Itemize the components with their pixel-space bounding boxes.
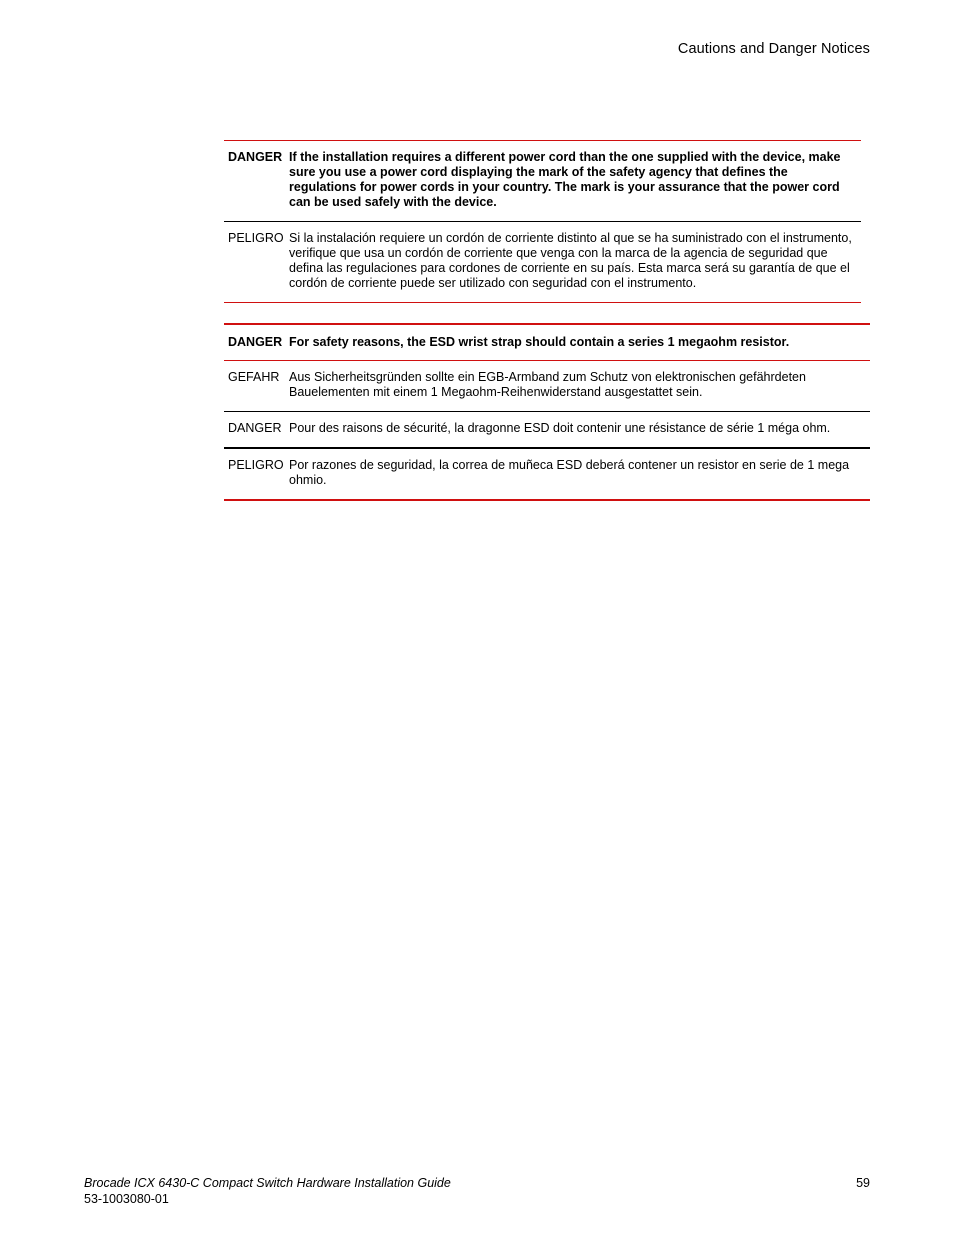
notice-text: For safety reasons, the ESD wrist strap should contain a series 1 megaohm resistor. [289, 335, 790, 349]
footer-page-number: 59 [856, 1176, 870, 1190]
notice-block-esd-strap [224, 323, 870, 501]
notice-label: PELIGRO [228, 231, 284, 245]
notice-text: Por razones de seguridad, la correa de muñeca ESD deberá contener un resistor en serie de 1 mega ohmio. [289, 458, 850, 487]
footer-guide-title: Brocade ICX 6430-C Compact Switch Hardware Installation Guide [84, 1176, 451, 1190]
notice-label: GEFAHR [228, 370, 280, 384]
notice-row-peligro-es [224, 221, 861, 303]
footer-doc-number: 53-1003080-01 [84, 1192, 169, 1206]
notice-label: PELIGRO [228, 458, 284, 472]
notice-text: Aus Sicherheitsgründen sollte ein EGB-Armband zum Schutz von elektronischen gefährdeten Bauelementen mit einem 1 Megaohm-Reihenwiderstand ausgestattet sein. [289, 370, 806, 399]
notice-row-danger-en [224, 323, 870, 360]
notice-block-power-cord [224, 140, 861, 303]
notice-text: Pour des raisons de sécurité, la dragonne ESD doit contenir une résistance de série 1 méga ohm. [289, 421, 831, 435]
notice-text: Si la instalación requiere un cordón de corriente distinto al que se ha suministrado con el instrumento, verifique que usa un cordón de corriente que venga con la marca de la agencia de seguridad que defina las regulaciones para cordones de corriente en su país. Esta marca será su garantía de que el cordón de corriente puede ser utilizado con seguridad con el instrumento. [289, 231, 852, 290]
notice-label: DANGER [228, 150, 283, 164]
notice-row-gefahr-de [224, 360, 870, 411]
notice-label: DANGER [228, 335, 283, 349]
notice-row-danger-en [224, 140, 861, 221]
page-footer [84, 1175, 451, 1207]
page-header-section-title: Cautions and Danger Notices [677, 41, 870, 57]
notice-row-danger-fr [224, 411, 870, 447]
notice-label: DANGER [228, 421, 282, 435]
notice-text: If the installation requires a different power cord than the one supplied with the device, make sure you use a power cord displaying the mark of the safety agency that defines the regulations for power cords in your country. The mark is your assurance that the power cord can be used safely with the device. [289, 150, 841, 209]
notice-row-peligro-es [224, 447, 870, 501]
